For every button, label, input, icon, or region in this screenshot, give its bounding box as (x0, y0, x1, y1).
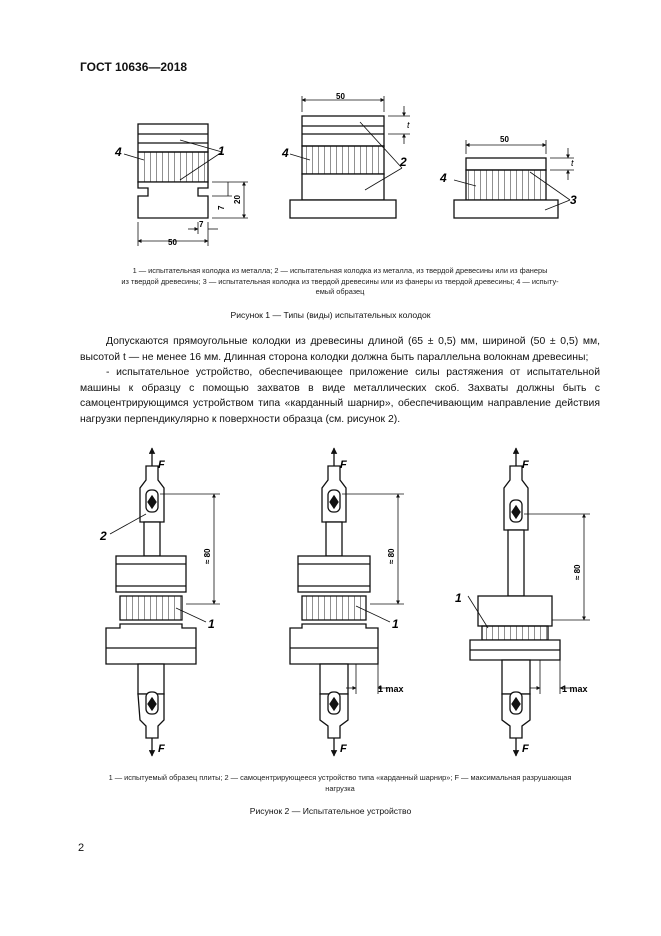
fig2-force-top-a: F (158, 459, 165, 471)
fig2-dim-80-a: ≈ 80 (203, 548, 212, 564)
fig1-label-4b: 4 (282, 146, 289, 160)
fig1-dim-7-vertical: 7 (217, 205, 226, 210)
figure-2-title: Рисунок 2 — Испытательное устройство (249, 806, 412, 816)
fig1-label-3: 3 (570, 193, 577, 207)
fig2-label-2: 2 (100, 529, 107, 543)
figure-1-legend: 1 — испытательная колодка из металла; 2 — испытательная колодка из металла, из твердой древесины или из фанеры из твердой древесины; 3 — испытательная колодка из твердой древесины или из фанеры из твердой древесины; 4 — испыту- емый образец (121, 266, 559, 296)
document-header: ГОСТ 10636—2018 (80, 60, 188, 74)
fig1-dim-50-b: 50 (336, 92, 345, 101)
page-number: 2 (78, 842, 85, 854)
body-text (80, 334, 600, 427)
fig1-label-4c: 4 (440, 171, 447, 185)
fig2-force-top-b: F (340, 459, 347, 471)
fig1-dim-50: 50 (168, 238, 177, 247)
figure-1-title: Рисунок 1 — Типы (виды) испытательных колодок (230, 310, 431, 320)
test-block-type-2 (290, 116, 396, 218)
fig2-force-bottom-a: F (158, 743, 165, 755)
figure-2-legend: 1 — испытуемый образец плиты; 2 — самоцентрирующееся устройство типа «карданный шарнир»; F — максимальная разрушающая нагрузка (108, 773, 572, 793)
fig1-dim-t: t (407, 120, 410, 130)
fig2-label-1b: 1 (392, 617, 399, 631)
fig2-max-gap-b: 1 max (378, 684, 404, 694)
fig1-dim-50-c: 50 (500, 135, 509, 144)
fig2-force-bottom-b: F (340, 743, 347, 755)
fig1-label-4a: 4 (115, 145, 122, 159)
fig1-label-2: 2 (400, 155, 407, 169)
test-device-c (470, 448, 560, 756)
paragraph-2: - испытательное устройство, обеспечивающее приложение силы растяжения от испытательной машины к образцу с помощью захватов в виде металлических скоб. Захваты должны быть с самоцентрирующимся устройством типа «карданный шарнир», обеспечивающим направление действия нагрузки перпендикулярно к поверхности образца (см. рисунок 2). (80, 367, 600, 425)
fig2-max-gap-c: 1 max (562, 684, 588, 694)
fig1-dim-7: 7 (199, 220, 204, 229)
test-block-type-1 (138, 124, 208, 218)
fig2-label-1a: 1 (208, 617, 215, 631)
fig2-force-bottom-c: F (522, 743, 529, 755)
fig1-dim-t-c: t (571, 158, 574, 168)
fig1-label-1: 1 (218, 144, 225, 158)
paragraph-1: Допускаются прямоугольные колодки из древесины длиной (65 ± 0,5) мм, шириной (50 ± 0,5) мм, высотой t — не менее 16 мм. Длинная сторона колодки должна быть параллельна волокнам древесины; (80, 336, 600, 363)
fig2-dim-80-c: ≈ 80 (573, 564, 582, 580)
fig1-dim-20: 20 (233, 195, 242, 204)
fig2-dim-80-b: ≈ 80 (387, 548, 396, 564)
fig2-force-top-c: F (522, 459, 529, 471)
test-block-type-3 (454, 158, 558, 218)
fig2-label-1c: 1 (455, 591, 462, 605)
